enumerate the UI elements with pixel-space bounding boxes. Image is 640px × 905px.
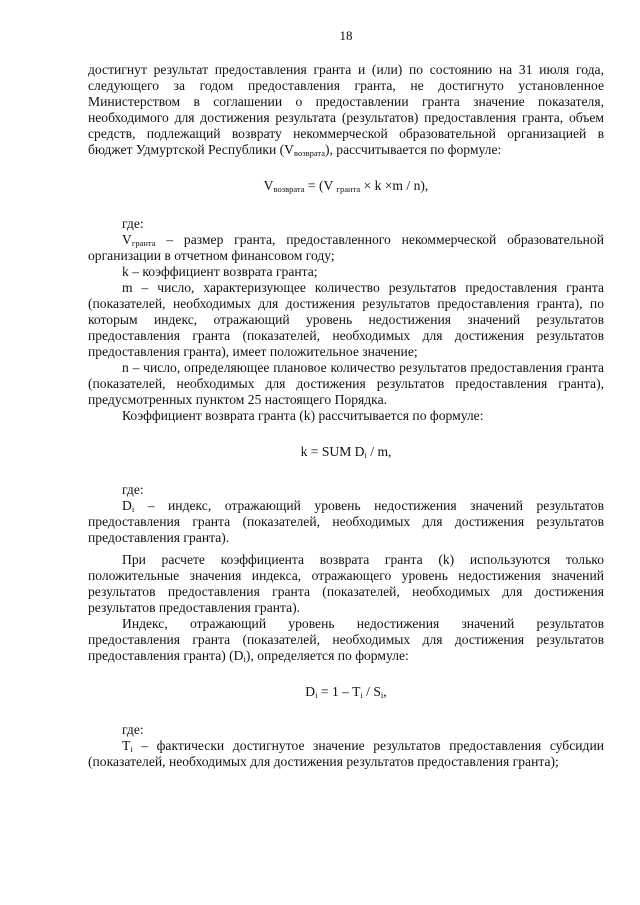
definition-d: $D_i$ – индекс, отражающий уровень недостижения значений результатов предоставления гранта (показателей, необходимых для достижения результатов предоставления гранта). <box>88 498 604 545</box>
page-number: 18 <box>339 28 353 43</box>
definition-v-grant: $V_{гранта}$ – размер гранта, предоставленного некоммерческой образовательной организации в отчетном финансовом году; <box>88 232 604 263</box>
formula-refund-volume: $V_{возврата} = (V$ $_{гранта}$ × k ×m / n), <box>263 178 429 194</box>
calculation-paragraph: При расчете коэффициента возврата гранта (k) используются только положительные значения индекса, отражающего уровень недостижения значений результатов предоставления гранта (показателей, необходимых для достижения результатов предоставления гранта). <box>88 552 604 615</box>
index-paragraph: Индекс, отражающий уровень недостижения значений результатов предоставления гранта (показателей, необходимых для достижения результатов предоставления гранта) $(D_i)$, определяется по формуле: <box>88 616 604 664</box>
intro-paragraph: достигнут результат предоставления гранта и (или) по состоянию на 31 июля года, следующего за годом предоставления гранта, не достигнуто установленное Министерством в соглашении о предоставлении гранта значение показателя, необходимого для достижения результата (результатов) предоставления гранта, объем средств, подлежащий возврату некоммерческой образовательной организацией в бюджет Удмуртской Республики $(V_{возврата})$, рассчитывается по формуле: <box>88 62 604 158</box>
where-label-1: где: <box>122 216 144 231</box>
where-label-2: где: <box>122 482 144 497</box>
definition-t: $T_i$ – фактически достигнутое значение результатов предоставления субсидии (показателей, необходимых для достижения результатов предоставления гранта); <box>88 738 604 769</box>
formula-index: $D_i = 1 - T_i / S_i$, <box>305 684 387 700</box>
definition-n: n – число, определяющее плановое количество результатов предоставления гранта (показателей, необходимых для достижения результатов предоставления гранта), предусмотренных пунктом 25 настоящего Порядка. <box>88 360 604 407</box>
definition-k: k – коэффициент возврата гранта; <box>122 264 318 279</box>
where-label-3: где: <box>122 722 144 737</box>
coefficient-paragraph: Коэффициент возврата гранта (k) рассчитывается по формуле: <box>122 408 484 423</box>
formula-coefficient: k = SUM $D_i$ / m, <box>300 444 392 460</box>
definition-m: m – число, характеризующее количество результатов предоставления гранта (показателей, необходимых для достижения результатов предоставления гранта), по которым индекс, отражающий уровень недостижения значений результатов предоставления гранта (показателей, необходимых для достижения результатов предоставления гранта), имеет положительное значение; <box>88 280 604 359</box>
